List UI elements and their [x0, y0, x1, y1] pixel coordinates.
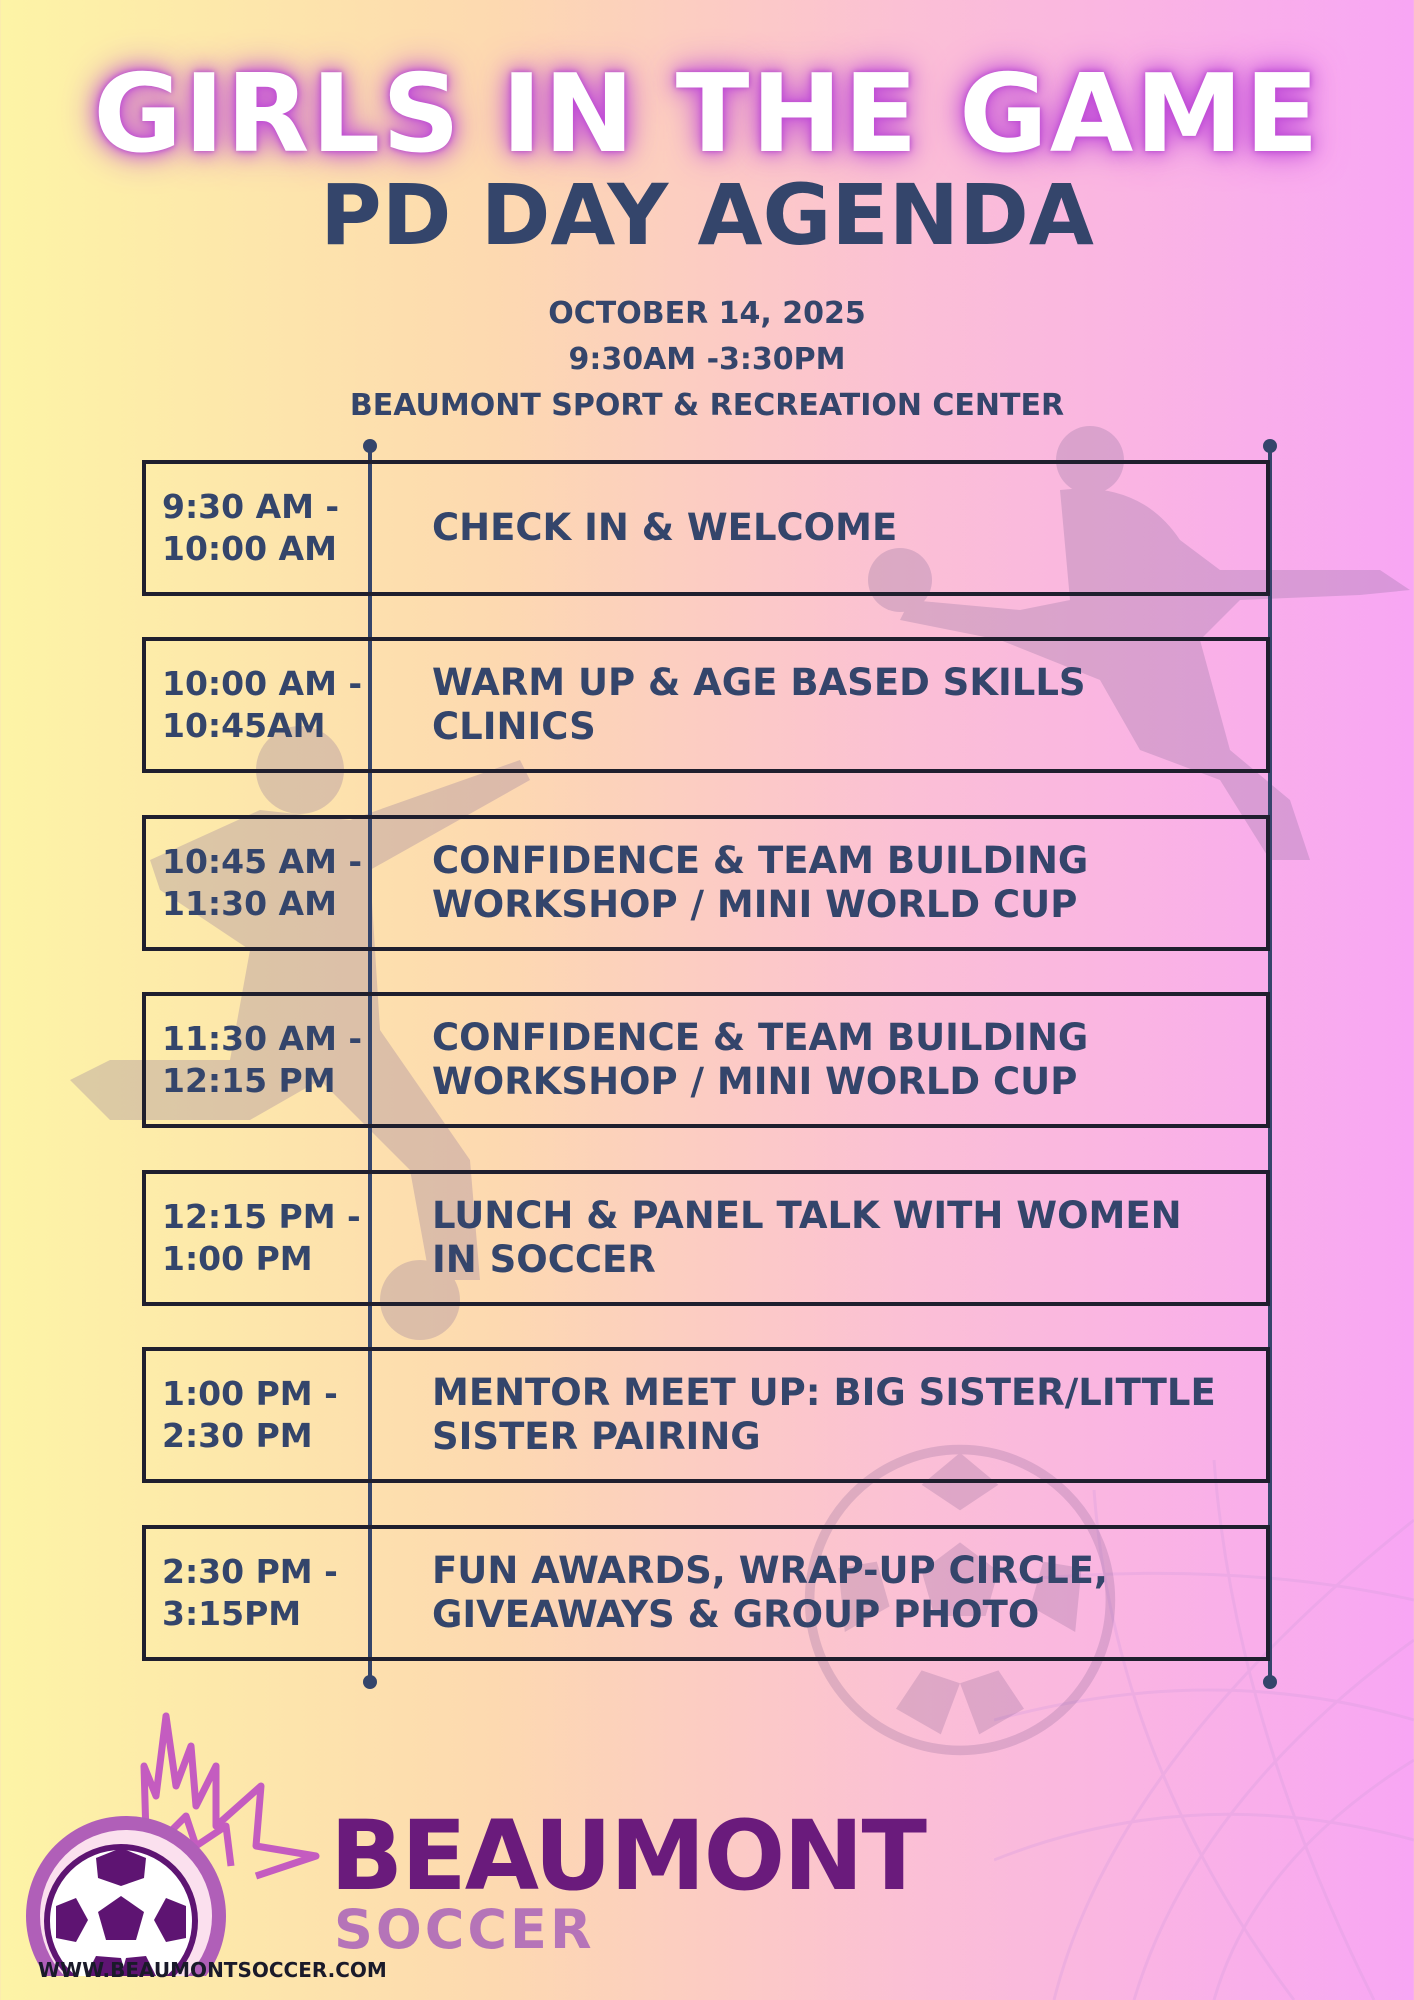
agenda-activity: CONFIDENCE & TEAM BUILDING WORKSHOP / MINI WORLD CUP — [432, 1016, 1089, 1103]
agenda-activity: FUN AWARDS, WRAP-UP CIRCLE, GIVEAWAYS & GROUP PHOTO — [432, 1549, 1108, 1636]
agenda-activity: WARM UP & AGE BASED SKILLS CLINICS — [432, 661, 1086, 748]
agenda-time: 12:15 PM - 1:00 PM — [162, 1197, 361, 1278]
agenda-row — [142, 637, 1270, 773]
timeline-dot — [1263, 439, 1277, 453]
agenda-time: 2:30 PM - 3:15PM — [162, 1552, 338, 1633]
agenda-time: 10:45 AM - 11:30 AM — [162, 842, 363, 923]
event-time: 9:30AM -3:30PM — [568, 342, 846, 377]
agenda-row — [142, 1170, 1270, 1306]
timeline-dot — [1263, 1675, 1277, 1689]
event-location: BEAUMONT SPORT & RECREATION CENTER — [349, 388, 1065, 423]
timeline-dot — [363, 1675, 377, 1689]
agenda-row — [142, 460, 1270, 596]
agenda-activity: CHECK IN & WELCOME — [432, 506, 898, 549]
brand-subtitle: SOCCER — [334, 1898, 595, 1961]
event-title: GIRLS IN THE GAME — [93, 52, 1321, 177]
agenda-subtitle: PD DAY AGENDA — [320, 166, 1094, 264]
agenda-row — [142, 992, 1270, 1128]
brand-name: BEAUMONT — [330, 1800, 926, 1912]
agenda-activity: MENTOR MEET UP: BIG SISTER/LITTLE SISTER PAIRING — [432, 1371, 1216, 1458]
agenda-time: 10:00 AM - 10:45AM — [162, 664, 363, 745]
crown-logo-icon — [16, 1706, 336, 1976]
agenda-time: 1:00 PM - 2:30 PM — [162, 1374, 338, 1455]
agenda-time: 11:30 AM - 12:15 PM — [162, 1019, 363, 1100]
agenda-row — [142, 1525, 1270, 1661]
agenda-time: 9:30 AM - 10:00 AM — [162, 487, 340, 568]
website-link[interactable]: WWW.BEAUMONTSOCCER.COM — [38, 1958, 387, 1982]
agenda-row — [142, 815, 1270, 951]
event-date: OCTOBER 14, 2025 — [548, 296, 866, 331]
agenda-row — [142, 1347, 1270, 1483]
timeline-dot — [363, 439, 377, 453]
agenda-activity: LUNCH & PANEL TALK WITH WOMEN IN SOCCER — [432, 1194, 1182, 1281]
agenda-activity: CONFIDENCE & TEAM BUILDING WORKSHOP / MINI WORLD CUP — [432, 839, 1089, 926]
